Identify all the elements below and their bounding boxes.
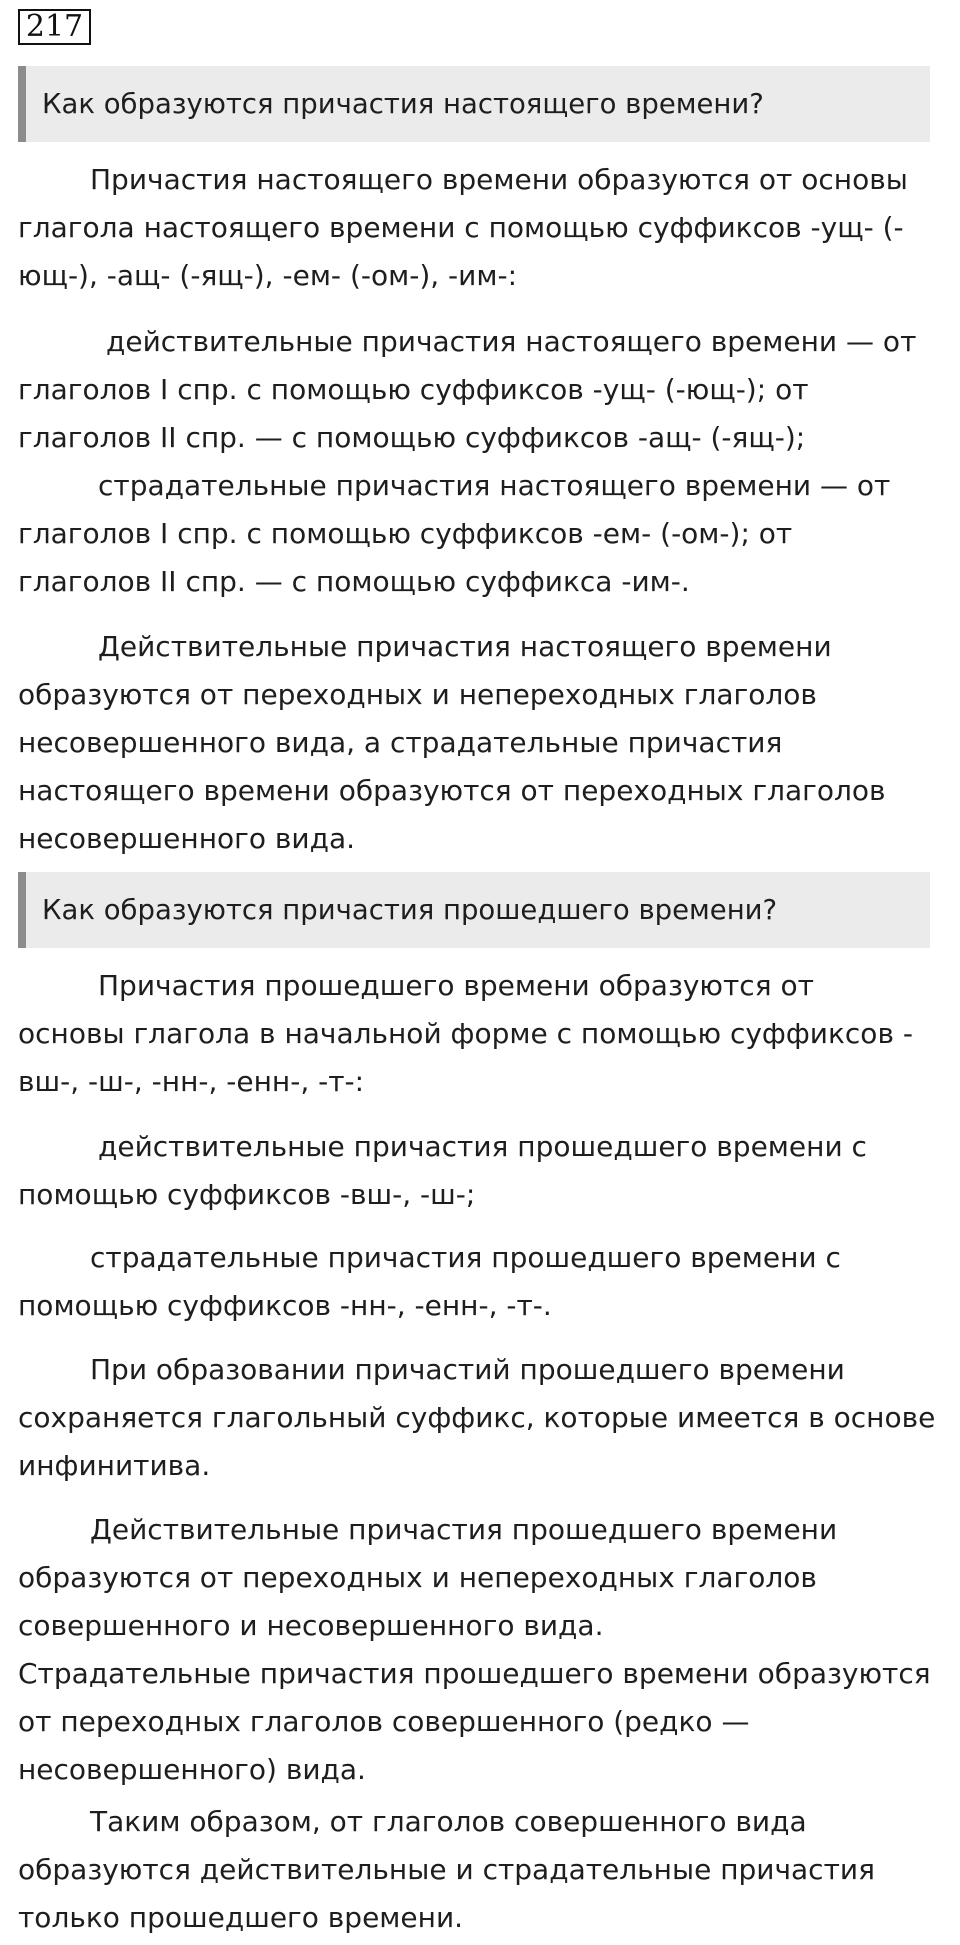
paragraph-line: страдательные причастия прошедшего времени с (90, 1241, 841, 1274)
paragraph-line: действительные причастия прошедшего времени с (98, 1130, 867, 1163)
section-title: Как образуются причастия прошедшего времени? (42, 894, 778, 926)
paragraph-line: основы глагола в начальной форме с помощью суффиксов - (18, 1017, 913, 1050)
paragraph-line: Таким образом, от глаголов совершенного вида (90, 1805, 807, 1838)
paragraph-line: помощью суффиксов -нн-, -енн-, -т-. (18, 1289, 552, 1322)
paragraph-line: глаголов I спр. с помощью суффиксов -ем- (-ом-); от (18, 517, 793, 550)
paragraph-line: ющ-), -ащ- (-ящ-), -ем- (-ом-), -им-: (18, 259, 518, 292)
paragraph-line: страдательные причастия настоящего времени — от (98, 469, 891, 502)
paragraph-line: глаголов II спр. — с помощью суффиксов -ащ- (-ящ-); (18, 421, 806, 454)
paragraph-line: несовершенного вида. (18, 822, 356, 855)
paragraph-line: несовершенного) вида. (18, 1753, 366, 1786)
paragraph-line: Причастия настоящего времени образуются от основы (90, 163, 908, 196)
section-header-present (18, 66, 930, 142)
paragraph-line: вш-, -ш-, -нн-, -енн-, -т-: (18, 1065, 365, 1098)
paragraph-line: настоящего времени образуются от переходных глаголов (18, 774, 886, 807)
paragraph-line: образуются от переходных и непереходных глаголов (18, 678, 817, 711)
paragraph-line: глаголов II спр. — с помощью суффикса -им-. (18, 565, 690, 598)
paragraph-line: от переходных глаголов совершенного (редко — (18, 1705, 750, 1738)
paragraph-line: При образовании причастий прошедшего времени (90, 1353, 845, 1386)
paragraph-line: образуются от переходных и непереходных глаголов (18, 1561, 817, 1594)
paragraph-line: только прошедшего времени. (18, 1901, 464, 1934)
paragraph-line: Действительные причастия прошедшего времени (90, 1513, 838, 1546)
paragraph-line: действительные причастия настоящего времени — от (106, 325, 917, 358)
paragraph-line: помощью суффиксов -вш-, -ш-; (18, 1178, 476, 1211)
page-number: 217 (18, 9, 91, 45)
section-header-past (18, 872, 930, 948)
paragraph-line: совершенного и несовершенного вида. (18, 1609, 604, 1642)
paragraph-line: глаголов I спр. с помощью суффиксов -ущ- (-ющ-); от (18, 373, 809, 406)
paragraph-line: Причастия прошедшего времени образуются от (98, 969, 814, 1002)
paragraph-line: образуются действительные и страдательные причастия (18, 1853, 875, 1886)
paragraph-line: сохраняется глагольный суффикс, которые имеется в основе (18, 1401, 936, 1434)
paragraph-line: несовершенного вида, а страдательные причастия (18, 726, 783, 759)
paragraph-line: Действительные причастия настоящего времени (98, 630, 832, 663)
paragraph-line: инфинитива. (18, 1449, 211, 1482)
paragraph-line: глагола настоящего времени с помощью суффиксов -ущ- (- (18, 211, 904, 244)
section-title: Как образуются причастия настоящего времени? (42, 88, 764, 120)
paragraph-line: Страдательные причастия прошедшего времени образуются (18, 1657, 931, 1690)
